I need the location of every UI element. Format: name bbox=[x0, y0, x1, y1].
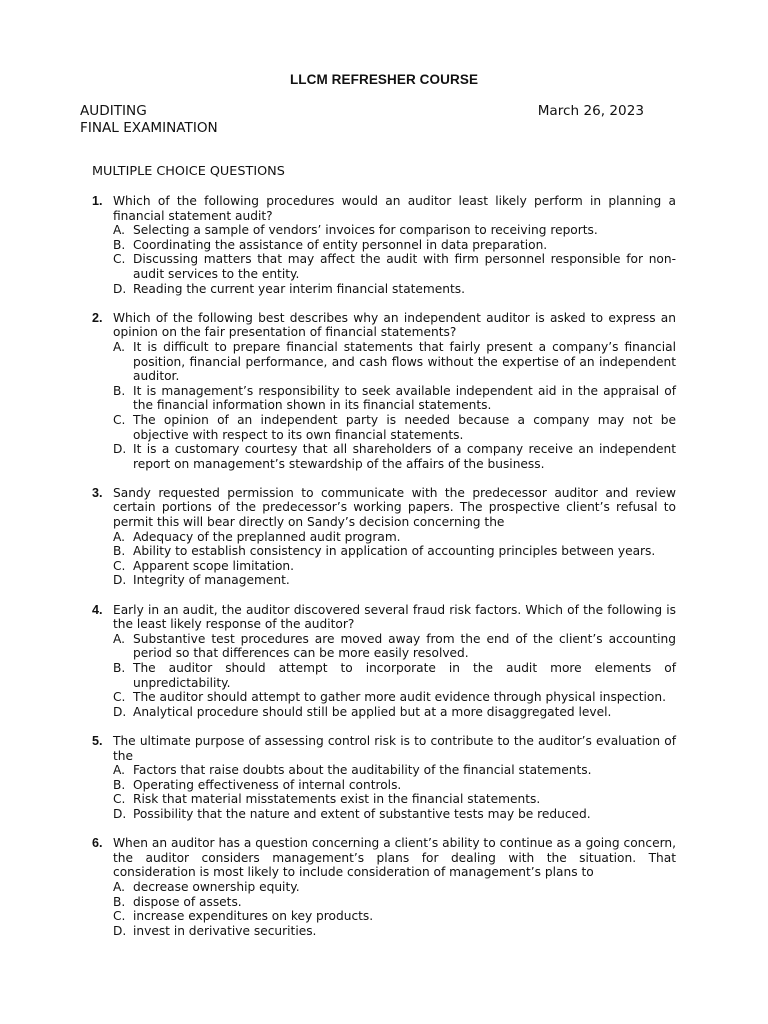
option-text: Integrity of management. bbox=[133, 573, 290, 588]
option-letter: C. bbox=[113, 252, 126, 267]
option-d bbox=[113, 282, 676, 297]
option-text: Apparent scope limitation. bbox=[133, 558, 295, 573]
option-c bbox=[113, 792, 676, 807]
option-text: Possibility that the nature and extent of substantive tests may be reduced. bbox=[133, 806, 591, 821]
option-text: Operating effectiveness of internal controls. bbox=[133, 777, 402, 792]
question-number: 4. bbox=[92, 602, 103, 617]
question-number: 1. bbox=[92, 194, 103, 208]
option-d bbox=[113, 573, 676, 588]
option-letter: A. bbox=[113, 763, 125, 778]
question-3 bbox=[92, 486, 676, 588]
option-letter: C. bbox=[113, 690, 126, 705]
option-text: Ability to establish consistency in application of accounting principles between years. bbox=[133, 544, 656, 559]
option-c bbox=[113, 413, 676, 442]
option-text: increase expenditures on key products. bbox=[133, 909, 374, 924]
option-letter: A. bbox=[113, 529, 125, 544]
option-letter: A. bbox=[113, 339, 125, 354]
exam-label: FINAL EXAMINATION bbox=[80, 120, 218, 136]
option-text: It is a customary courtesy that all shareholders of a company receive an independent report on management’s stewardship of the affairs of the business. bbox=[133, 442, 676, 471]
option-b bbox=[113, 778, 676, 793]
option-text: It is management’s responsibility to seek available independent aid in the appraisal of the financial information shown in its financial statements. bbox=[133, 383, 676, 413]
option-a bbox=[113, 880, 676, 895]
option-letter: D. bbox=[113, 281, 127, 296]
option-letter: A. bbox=[113, 223, 125, 238]
option-letter: B. bbox=[113, 661, 126, 675]
document-title: LLCM REFRESHER COURSE bbox=[289, 72, 479, 87]
option-text: Substantive test procedures are moved away from the end of the client’s accounting period so that differences can be more easily resolved. bbox=[133, 631, 676, 661]
option-letter: C. bbox=[113, 909, 126, 924]
option-letter: D. bbox=[113, 442, 127, 457]
option-text: Reading the current year interim financial statements. bbox=[133, 281, 466, 296]
question-number: 3. bbox=[92, 485, 103, 500]
option-letter: D. bbox=[113, 704, 127, 719]
subject-label: AUDITING bbox=[80, 103, 147, 119]
question-stem: The ultimate purpose of assessing control risk is to contribute to the auditor’s evaluation of the bbox=[113, 733, 676, 763]
option-letter: C. bbox=[113, 792, 126, 807]
option-text: Discussing matters that may affect the audit with firm personnel responsible for non-audit services to the entity. bbox=[133, 252, 676, 281]
option-text: The opinion of an independent party is needed because a company may not be objective with respect to its own financial statements. bbox=[133, 412, 676, 442]
option-d bbox=[113, 705, 676, 720]
option-text: Risk that material misstatements exist in the financial statements. bbox=[133, 792, 541, 807]
question-stem: When an auditor has a question concerning a client’s ability to continue as a going concern, the auditor considers management’s plans for dealing with the situation. That consideration is most likely to include consideration of management’s plans to bbox=[113, 836, 676, 880]
option-text: Factors that raise doubts about the auditability of the financial statements. bbox=[133, 763, 592, 778]
option-c bbox=[113, 690, 676, 705]
option-c bbox=[113, 559, 676, 574]
question-stem: Which of the following best describes why an independent auditor is asked to express an opinion on the fair presentation of financial statements? bbox=[113, 310, 676, 340]
option-text: dispose of assets. bbox=[133, 894, 242, 909]
option-b bbox=[113, 661, 676, 690]
option-b bbox=[113, 544, 676, 559]
question-list bbox=[92, 194, 676, 953]
option-b bbox=[113, 895, 676, 910]
option-text: It is difficult to prepare financial statements that fairly present a company’s financial position, financial performance, and cash flows without the expertise of an independent auditor. bbox=[133, 339, 676, 384]
option-text: The auditor should attempt to gather more audit evidence through physical inspection. bbox=[133, 690, 666, 705]
option-text: Analytical procedure should still be applied but at a more disaggregated level. bbox=[133, 704, 612, 719]
option-letter: B. bbox=[113, 237, 126, 252]
option-letter: B. bbox=[113, 544, 126, 559]
option-letter: A. bbox=[113, 879, 125, 894]
option-b bbox=[113, 384, 676, 413]
question-1 bbox=[92, 194, 676, 296]
question-number: 5. bbox=[92, 733, 103, 748]
option-letter: B. bbox=[113, 383, 126, 398]
option-text: invest in derivative securities. bbox=[133, 923, 317, 938]
question-stem: Early in an audit, the auditor discovered several fraud risk factors. Which of the following is the least likely response of the auditor? bbox=[113, 602, 676, 632]
option-text: Selecting a sample of vendors’ invoices for comparison to receiving reports. bbox=[133, 223, 598, 238]
question-2 bbox=[92, 311, 676, 472]
option-c bbox=[113, 909, 676, 924]
option-d bbox=[113, 442, 676, 471]
option-a bbox=[113, 763, 676, 778]
section-title: MULTIPLE CHOICE QUESTIONS bbox=[92, 164, 285, 179]
question-4 bbox=[92, 603, 676, 720]
question-stem: Which of the following procedures would an auditor least likely perform in planning a financial statement audit? bbox=[113, 194, 676, 223]
option-letter: B. bbox=[113, 777, 126, 792]
option-b bbox=[113, 238, 676, 253]
option-letter: D. bbox=[113, 923, 127, 938]
option-d bbox=[113, 807, 676, 822]
option-a bbox=[113, 530, 676, 545]
option-letter: D. bbox=[113, 806, 127, 821]
option-letter: C. bbox=[113, 412, 126, 427]
question-stem: Sandy requested permission to communicate with the predecessor auditor and review certain portions of the predecessor’s working papers. The prospective client’s refusal to permit this will bear directly on Sandy’s decision concerning the bbox=[113, 485, 676, 530]
question-5 bbox=[92, 734, 676, 822]
question-6 bbox=[92, 836, 676, 938]
option-a bbox=[113, 632, 676, 661]
option-text: decrease ownership equity. bbox=[133, 879, 300, 894]
option-d bbox=[113, 924, 676, 939]
option-letter: C. bbox=[113, 558, 126, 573]
option-text: Coordinating the assistance of entity personnel in data preparation. bbox=[133, 237, 548, 252]
question-number: 2. bbox=[92, 310, 103, 325]
option-c bbox=[113, 252, 676, 281]
option-letter: B. bbox=[113, 894, 126, 909]
option-a bbox=[113, 223, 676, 238]
option-letter: D. bbox=[113, 573, 127, 588]
exam-date: March 26, 2023 bbox=[537, 103, 644, 119]
option-text: The auditor should attempt to incorporate in the audit more elements of unpredictability. bbox=[133, 661, 676, 690]
question-number: 6. bbox=[92, 836, 103, 851]
option-letter: A. bbox=[113, 631, 125, 646]
option-a bbox=[113, 340, 676, 384]
option-text: Adequacy of the preplanned audit program. bbox=[133, 529, 401, 544]
